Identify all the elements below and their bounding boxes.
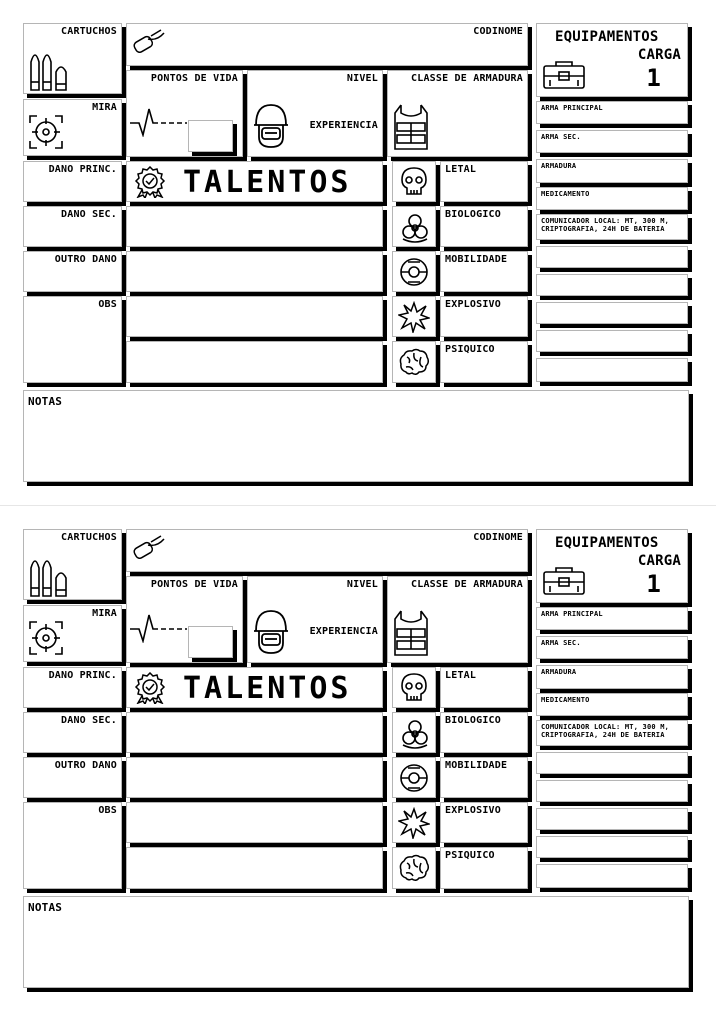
talento-row[interactable] [126, 712, 383, 753]
medal-icon [133, 672, 167, 704]
biologico-icon-box [392, 712, 436, 753]
medicamento-label: MEDICAMENTO [541, 190, 590, 198]
talento-row[interactable] [126, 847, 383, 889]
arma-sec-label: ARMA SEC. [541, 133, 581, 141]
biologico-label: BIOLOGICO [445, 209, 501, 220]
biologico-label: BIOLOGICO [445, 715, 501, 726]
notas-label: NOTAS [28, 395, 63, 408]
armadura-label: ARMADURA [541, 668, 577, 676]
equip-slot[interactable] [536, 358, 688, 382]
bullets-icon [27, 550, 71, 598]
outro-dano-box [23, 251, 122, 292]
arma-principal-label: ARMA PRINCIPAL [541, 610, 603, 618]
talentos-box [126, 161, 383, 202]
talento-row[interactable] [126, 206, 383, 247]
mira-label: MIRA [92, 102, 117, 113]
equip-slot[interactable] [536, 864, 688, 888]
explosion-icon [398, 807, 430, 839]
notas-label: NOTAS [28, 901, 63, 914]
medal-icon [133, 166, 167, 198]
mobilidade-box [440, 757, 528, 798]
bullets-icon [27, 44, 71, 92]
psiquico-label: PSIQUICO [445, 850, 495, 861]
explosion-icon [398, 301, 430, 333]
comunicador-box[interactable] [536, 214, 688, 240]
biohazard-icon [399, 211, 431, 243]
psiquico-icon-box [392, 341, 436, 383]
cartuchos-label: CARTUCHOS [61, 532, 117, 543]
explosivo-box [440, 296, 528, 337]
letal-icon-box [392, 667, 436, 708]
obs-label: OBS [98, 299, 117, 310]
equip-slot[interactable] [536, 274, 688, 296]
equip-slot[interactable] [536, 246, 688, 268]
talentos-title: TALENTOS [183, 165, 352, 200]
dano-sec-box [23, 206, 122, 247]
dano-sec-label: DANO SEC. [61, 715, 117, 726]
armadura-box[interactable] [536, 159, 688, 183]
armadura-box[interactable] [536, 665, 688, 689]
experiencia-label: EXPERIENCIA [309, 120, 378, 131]
explosivo-label: EXPLOSIVO [445, 805, 501, 816]
explosivo-icon-box [392, 296, 436, 337]
dog-tag-icon [131, 533, 167, 563]
dog-tag-icon [131, 27, 167, 57]
dano-princ-label: DANO PRINC. [48, 670, 117, 681]
helmet-icon [251, 101, 291, 151]
pontos-de-vida-box [126, 576, 243, 663]
vest-icon [393, 103, 429, 151]
arma-sec-box[interactable] [536, 636, 688, 659]
experiencia-label: EXPERIENCIA [309, 626, 378, 637]
psiquico-box [440, 341, 528, 383]
biologico-box [440, 712, 528, 753]
equipamentos-box [536, 529, 688, 603]
crosshair-icon [28, 620, 64, 656]
equipamentos-label: EQUIPAMENTOS [555, 535, 659, 551]
brain-icon [398, 854, 430, 882]
nivel-box [247, 70, 383, 157]
pontos-de-vida-label: PONTOS DE VIDA [150, 73, 238, 84]
talentos-box [126, 667, 383, 708]
talento-row[interactable] [126, 802, 383, 843]
mobilidade-icon-box [392, 251, 436, 292]
dano-princ-box [23, 161, 122, 202]
classe-de-armadura-label: CLASSE DE ARMADURA [411, 73, 523, 84]
armadura-label: ARMADURA [541, 162, 577, 170]
comunicador-label: COMUNICADOR LOCAL: MT, 300 M, CRIPTOGRAFIA, 24H DE BATERIA [541, 723, 670, 739]
mira-box [23, 99, 122, 156]
arma-principal-box[interactable] [536, 607, 688, 630]
psiquico-label: PSIQUICO [445, 344, 495, 355]
psiquico-box [440, 847, 528, 889]
notas-box[interactable] [23, 896, 689, 988]
codinome-label: CODINOME [473, 26, 523, 37]
talento-row[interactable] [126, 341, 383, 383]
mobilidade-box [440, 251, 528, 292]
equip-slot[interactable] [536, 752, 688, 774]
medicamento-box[interactable] [536, 187, 688, 210]
psiquico-icon-box [392, 847, 436, 889]
classe-de-armadura-box [387, 70, 528, 157]
talentos-title: TALENTOS [183, 671, 352, 706]
carga-value: 1 [646, 64, 661, 92]
arma-sec-label: ARMA SEC. [541, 639, 581, 647]
obs-label: OBS [98, 805, 117, 816]
vest-icon [393, 609, 429, 657]
dano-sec-box [23, 712, 122, 753]
mira-label: MIRA [92, 608, 117, 619]
equipamentos-label: EQUIPAMENTOS [555, 29, 659, 45]
equipamentos-box [536, 23, 688, 97]
letal-box [440, 667, 528, 708]
mobilidade-icon-box [392, 757, 436, 798]
talento-row[interactable] [126, 757, 383, 798]
letal-box [440, 161, 528, 202]
carga-value: 1 [646, 570, 661, 598]
notas-box[interactable] [23, 390, 689, 482]
sheet-page-1 [0, 0, 716, 505]
crosshair-icon [28, 114, 64, 150]
obs-box [23, 296, 122, 383]
letal-icon-box [392, 161, 436, 202]
pontos-de-vida-label: PONTOS DE VIDA [150, 579, 238, 590]
comunicador-box[interactable] [536, 720, 688, 746]
codinome-box [126, 23, 528, 66]
mobilidade-label: MOBILIDADE [445, 254, 508, 265]
equip-slot[interactable] [536, 808, 688, 830]
explosivo-box [440, 802, 528, 843]
biologico-box [440, 206, 528, 247]
heartbeat-icon [130, 107, 188, 137]
mobilidade-label: MOBILIDADE [445, 760, 508, 771]
cartuchos-box [23, 529, 122, 600]
mobility-icon [398, 256, 430, 288]
nivel-box [247, 576, 383, 663]
explosivo-icon-box [392, 802, 436, 843]
equip-slot[interactable] [536, 302, 688, 324]
biohazard-icon [399, 717, 431, 749]
equip-slot[interactable] [536, 780, 688, 802]
obs-box [23, 802, 122, 889]
classe-de-armadura-label: CLASSE DE ARMADURA [411, 579, 523, 590]
skull-icon [400, 672, 428, 704]
heartbeat-icon [130, 613, 188, 643]
brain-icon [398, 348, 430, 376]
pontos-de-vida-box [126, 70, 243, 157]
biologico-icon-box [392, 206, 436, 247]
comunicador-label: COMUNICADOR LOCAL: MT, 300 M, CRIPTOGRAFIA, 24H DE BATERIA [541, 217, 670, 233]
mobility-icon [398, 762, 430, 794]
hp-input[interactable] [188, 626, 233, 658]
arma-sec-box[interactable] [536, 130, 688, 153]
arma-principal-label: ARMA PRINCIPAL [541, 104, 603, 112]
explosivo-label: EXPLOSIVO [445, 299, 501, 310]
codinome-box [126, 529, 528, 572]
cartuchos-label: CARTUCHOS [61, 26, 117, 37]
cartuchos-box [23, 23, 122, 94]
outro-dano-box [23, 757, 122, 798]
outro-dano-label: OUTRO DANO [54, 760, 117, 771]
nivel-label: NIVEL [346, 73, 378, 84]
mira-box [23, 605, 122, 662]
talento-row[interactable] [126, 251, 383, 292]
letal-label: LETAL [445, 164, 477, 175]
sheet-page-2 [0, 506, 716, 1011]
codinome-label: CODINOME [473, 532, 523, 543]
letal-label: LETAL [445, 670, 477, 681]
equip-slot[interactable] [536, 330, 688, 352]
toolbox-icon [542, 566, 586, 596]
dano-princ-label: DANO PRINC. [48, 164, 117, 175]
carga-label: CARGA [637, 47, 681, 63]
dano-princ-box [23, 667, 122, 708]
carga-label: CARGA [637, 553, 681, 569]
outro-dano-label: OUTRO DANO [54, 254, 117, 265]
classe-de-armadura-box [387, 576, 528, 663]
dano-sec-label: DANO SEC. [61, 209, 117, 220]
nivel-label: NIVEL [346, 579, 378, 590]
medicamento-label: MEDICAMENTO [541, 696, 590, 704]
hp-input[interactable] [188, 120, 233, 152]
skull-icon [400, 166, 428, 198]
arma-principal-box[interactable] [536, 101, 688, 124]
talento-row[interactable] [126, 296, 383, 337]
toolbox-icon [542, 60, 586, 90]
helmet-icon [251, 607, 291, 657]
medicamento-box[interactable] [536, 693, 688, 716]
equip-slot[interactable] [536, 836, 688, 858]
